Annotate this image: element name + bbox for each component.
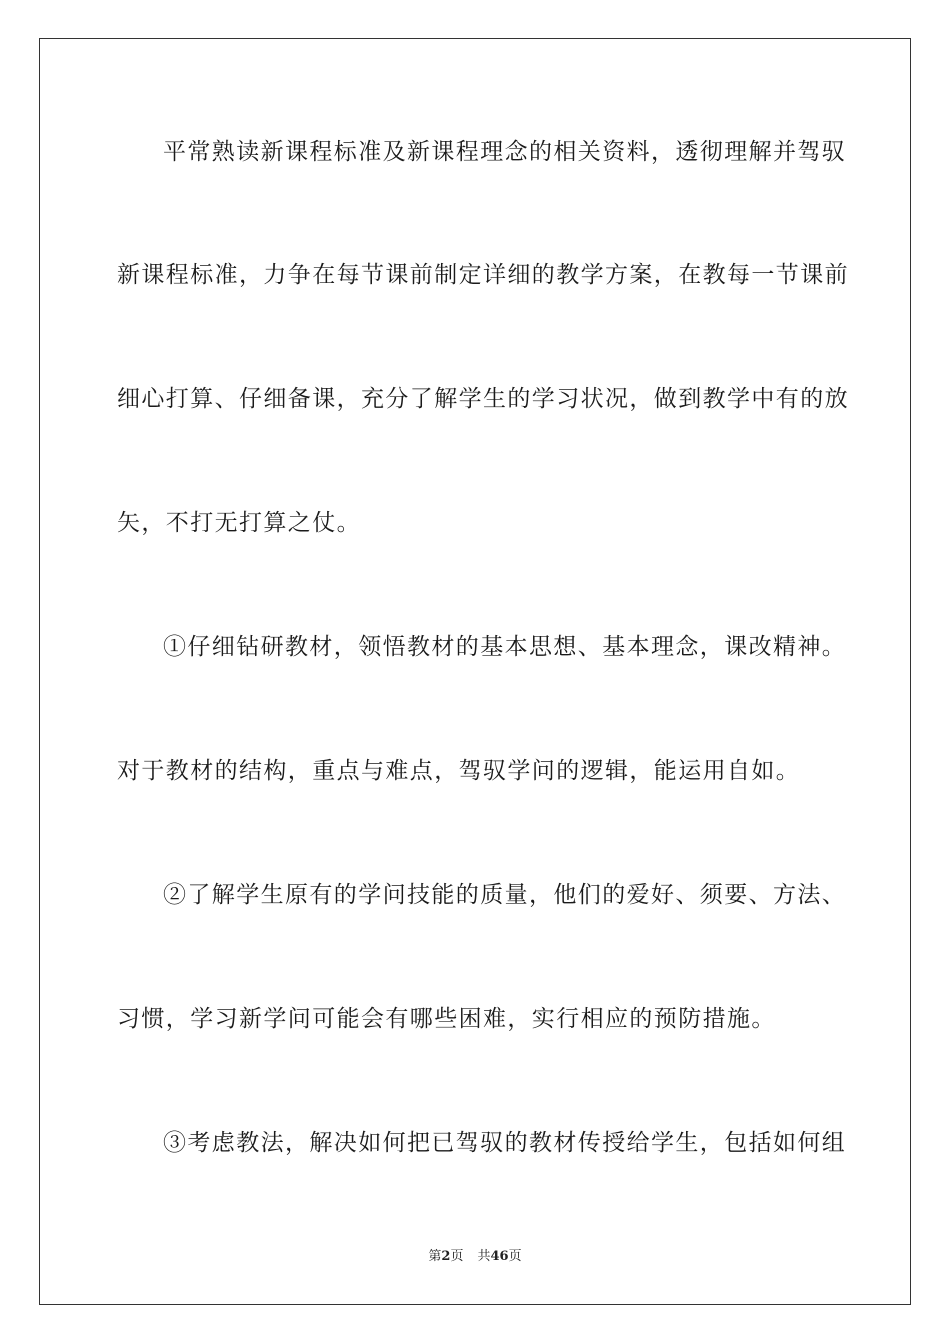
page-suffix: 页 [450, 1249, 464, 1264]
paragraph-line-5: ①仔细钻研教材，领悟教材的基本思想、基本理念，课改精神。 [163, 634, 847, 660]
page-prefix: 第 [428, 1249, 442, 1264]
page-footer [0, 1248, 950, 1266]
total-suffix: 页 [508, 1249, 522, 1264]
paragraph-line-9: ③考虑教法，解决如何把已驾驭的教材传授给学生，包括如何组 [163, 1130, 847, 1156]
total-prefix: 共 [477, 1249, 491, 1264]
paragraph-line-6: 对于教材的结构，重点与难点，驾驭学问的逻辑，能运用自如。 [117, 758, 801, 784]
paragraph-line-1: 平常熟读新课程标准及新课程理念的相关资料，透彻理解并驾驭 [163, 139, 847, 165]
paragraph-line-7: ②了解学生原有的学问技能的质量，他们的爱好、须要、方法、 [163, 882, 847, 908]
page-frame [39, 38, 911, 1305]
paragraph-line-8: 习惯，学习新学问可能会有哪些困难，实行相应的预防措施。 [117, 1006, 776, 1032]
paragraph-line-3: 细心打算、仔细备课，充分了解学生的学习状况，做到教学中有的放 [117, 386, 849, 412]
paragraph-line-2: 新课程标准，力争在每节课前制定详细的教学方案，在教每一节课前 [117, 262, 849, 288]
paragraph-line-4: 矢，不打无打算之仗。 [117, 510, 361, 536]
total-pages: 46 [490, 1249, 509, 1264]
page-number: 2 [441, 1249, 451, 1264]
